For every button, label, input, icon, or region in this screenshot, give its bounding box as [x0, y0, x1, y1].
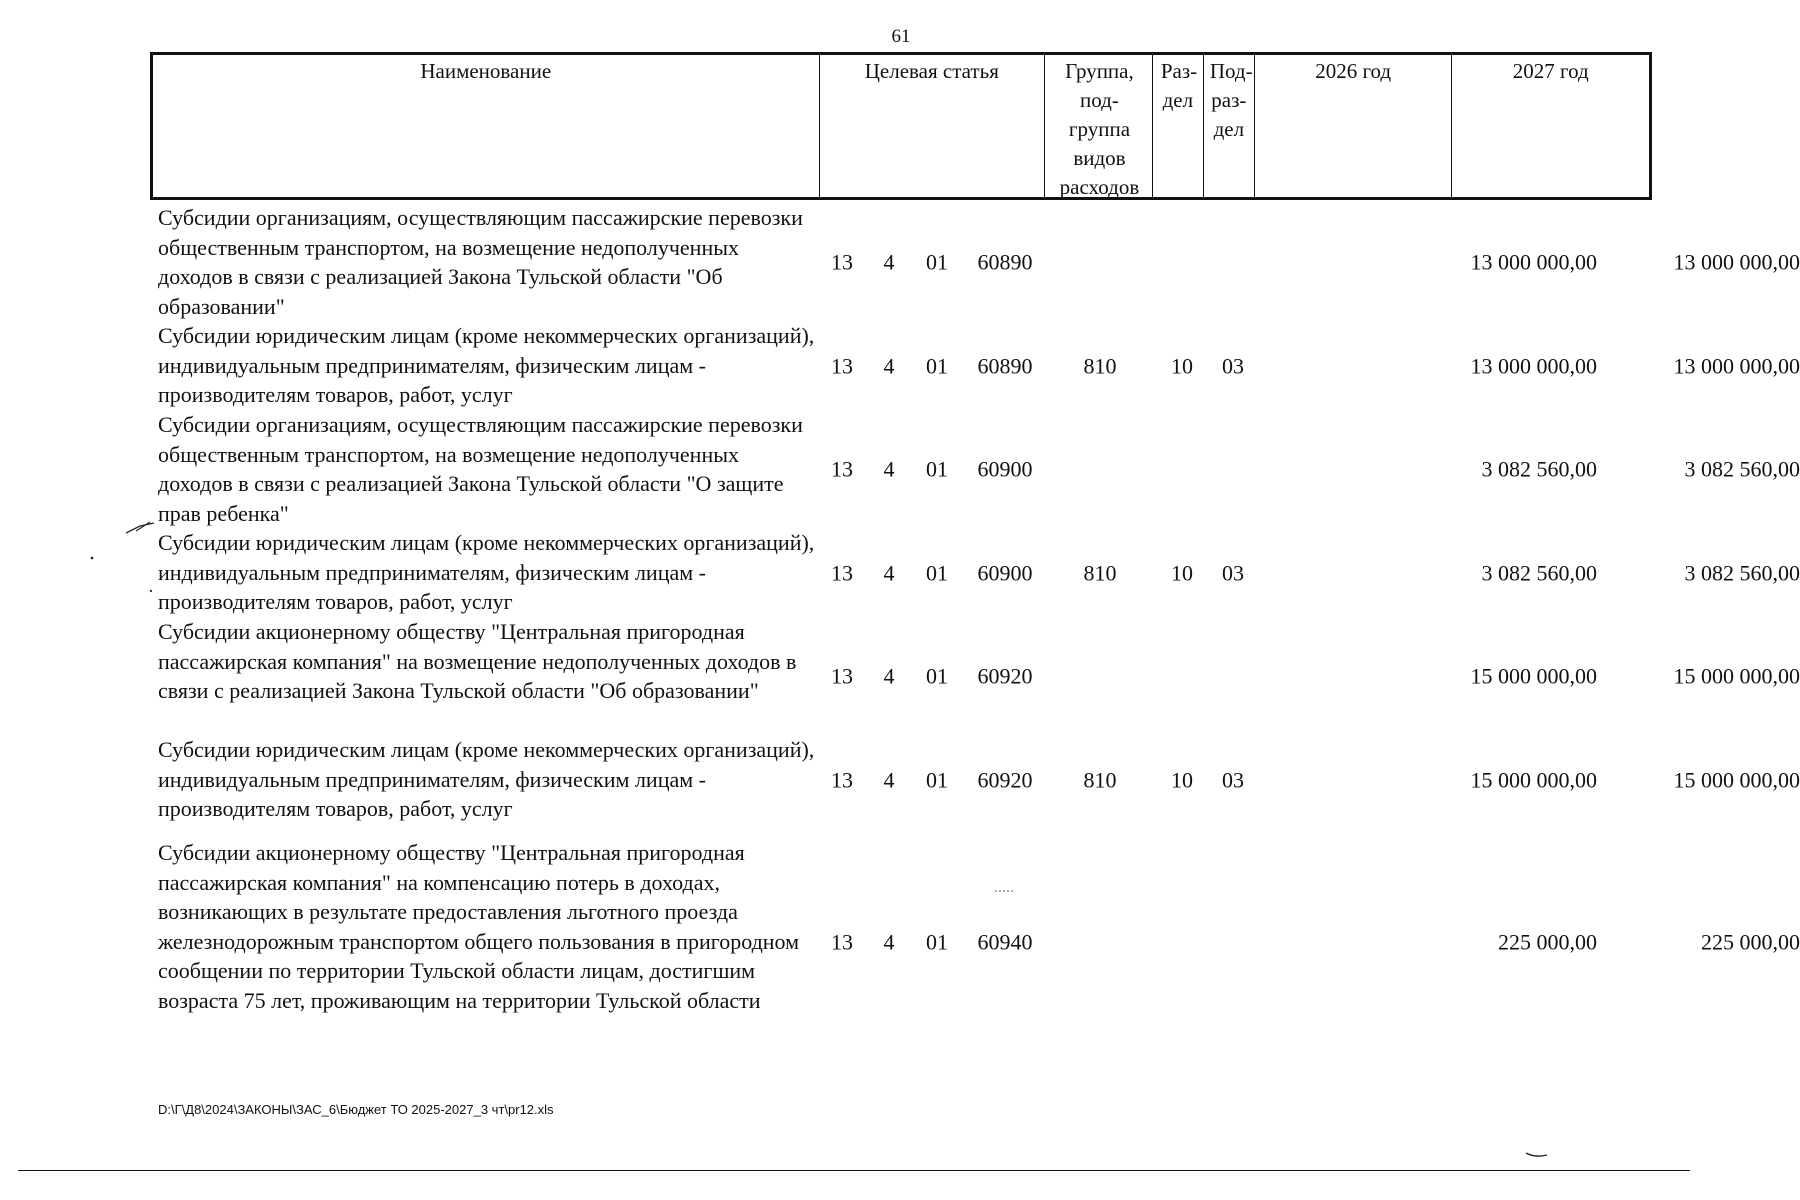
pen-mark — [1525, 1150, 1549, 1160]
header-year-2026: 2026 год — [1255, 55, 1453, 197]
table-row — [150, 735, 1800, 824]
section: 10 — [1171, 766, 1193, 792]
target-part-2: 4 — [883, 352, 895, 378]
target-part-1: 13 — [831, 559, 853, 585]
subsection: 03 — [1222, 352, 1244, 378]
target-part-1: 13 — [831, 456, 853, 482]
amount-2026: 3 082 560,00 — [1481, 559, 1597, 585]
target-part-3: 01 — [926, 559, 948, 585]
expense-group: 810 — [1083, 352, 1117, 378]
amount-2027: 3 082 560,00 — [1684, 559, 1800, 585]
amount-2027: 13 000 000,00 — [1673, 249, 1800, 275]
target-part-4: 60890 — [977, 352, 1033, 378]
target-part-1: 13 — [831, 663, 853, 689]
speck-mark — [994, 888, 1014, 894]
target-part-1: 13 — [831, 928, 853, 954]
speck-mark — [148, 588, 154, 594]
header-section: Раз- дел — [1153, 55, 1204, 197]
amount-2026: 3 082 560,00 — [1481, 456, 1597, 482]
row-name: Субсидии организациям, осуществляющим пассажирские перевозки общественным транспортом, на возмещение недополученных доходов в связи с реализацией Закона Тульской области "О защите прав ребенка" — [158, 412, 803, 526]
row-name: Субсидии юридическим лицам (кроме некоммерческих организаций), индивидуальным предпринимателям, физическим лицам - производителям товаров, работ, услуг — [158, 737, 815, 821]
target-part-3: 01 — [926, 928, 948, 954]
target-part-2: 4 — [883, 249, 895, 275]
target-part-2: 4 — [883, 456, 895, 482]
target-part-4: 60940 — [977, 928, 1033, 954]
amount-2026: 13 000 000,00 — [1470, 352, 1597, 378]
target-part-3: 01 — [926, 249, 948, 275]
row-name: Субсидии акционерному обществу "Центральная пригородная пассажирская компания" на компенсацию потерь в доходах, возникающих в результате предоставления льготного проезда железнодорожным транспортом общего пользования в пригородном сообщении по территории Тульской области лицам, достигшим возраста 75 лет, проживающим на территории Тульской области — [158, 840, 800, 1013]
row-name: Субсидии акционерному обществу "Центральная пригородная пассажирская компания" на возмещение недополученных доходов в связи с реализацией Закона Тульской области "Об образовании" — [158, 619, 797, 703]
footer-file-path: D:\Г\Д8\2024\ЗАКОНЫ\ЗАС_6\Бюджет ТО 2025-2027_3 чт\pr12.xls — [158, 1102, 554, 1117]
target-part-2: 4 — [883, 928, 895, 954]
header-target-article: Целевая статья — [820, 55, 1046, 197]
speck-mark — [89, 555, 95, 561]
table-row — [150, 617, 1800, 735]
expense-group: 810 — [1083, 559, 1117, 585]
amount-2026: 225 000,00 — [1498, 928, 1597, 954]
table-row — [150, 838, 1800, 1045]
subsection: 03 — [1222, 766, 1244, 792]
target-part-1: 13 — [831, 352, 853, 378]
target-part-1: 13 — [831, 249, 853, 275]
amount-2026: 15 000 000,00 — [1470, 766, 1597, 792]
table-row — [150, 410, 1800, 528]
row-name: Субсидии юридическим лицам (кроме некоммерческих организаций), индивидуальным предпринимателям, физическим лицам - производителям товаров, работ, услуг — [158, 530, 815, 614]
amount-2027: 3 082 560,00 — [1684, 456, 1800, 482]
section: 10 — [1171, 352, 1193, 378]
row-name: Субсидии юридическим лицам (кроме некоммерческих организаций), индивидуальным предпринимателям, физическим лицам - производителям товаров, работ, услуг — [158, 323, 815, 407]
target-part-2: 4 — [883, 766, 895, 792]
amount-2027: 225 000,00 — [1701, 928, 1800, 954]
target-part-4: 60900 — [977, 559, 1033, 585]
target-part-2: 4 — [883, 663, 895, 689]
amount-2026: 13 000 000,00 — [1470, 249, 1597, 275]
header-year-2027: 2027 год — [1512, 59, 1589, 83]
header-expense-group: Группа, под- группа видов расходов — [1045, 55, 1153, 197]
bottom-rule — [18, 1170, 1690, 1171]
target-part-4: 60890 — [977, 249, 1033, 275]
subsection: 03 — [1222, 559, 1244, 585]
target-part-4: 60920 — [977, 766, 1033, 792]
table-row — [150, 321, 1800, 410]
target-part-2: 4 — [883, 559, 895, 585]
header-subsection: Под- раз- дел — [1204, 55, 1255, 197]
expense-group: 810 — [1083, 766, 1117, 792]
row-name: Субсидии организациям, осуществляющим пассажирские перевозки общественным транспортом, на возмещение недополученных доходов в связи с реализацией Закона Тульской области "Об образовании" — [158, 205, 803, 319]
amount-2026: 15 000 000,00 — [1470, 663, 1597, 689]
table-row — [150, 203, 1800, 321]
pen-mark — [124, 520, 158, 536]
target-part-3: 01 — [926, 766, 948, 792]
target-part-4: 60900 — [977, 456, 1033, 482]
header-name: Наименование — [153, 55, 820, 197]
target-part-3: 01 — [926, 456, 948, 482]
table-header — [150, 52, 1652, 200]
amount-2027: 13 000 000,00 — [1673, 352, 1800, 378]
target-part-3: 01 — [926, 352, 948, 378]
amount-2027: 15 000 000,00 — [1673, 663, 1800, 689]
target-part-4: 60920 — [977, 663, 1033, 689]
section: 10 — [1171, 559, 1193, 585]
table-row — [150, 528, 1800, 617]
target-part-3: 01 — [926, 663, 948, 689]
page-number: 61 — [891, 26, 911, 47]
amount-2027: 15 000 000,00 — [1673, 766, 1800, 792]
target-part-1: 13 — [831, 766, 853, 792]
